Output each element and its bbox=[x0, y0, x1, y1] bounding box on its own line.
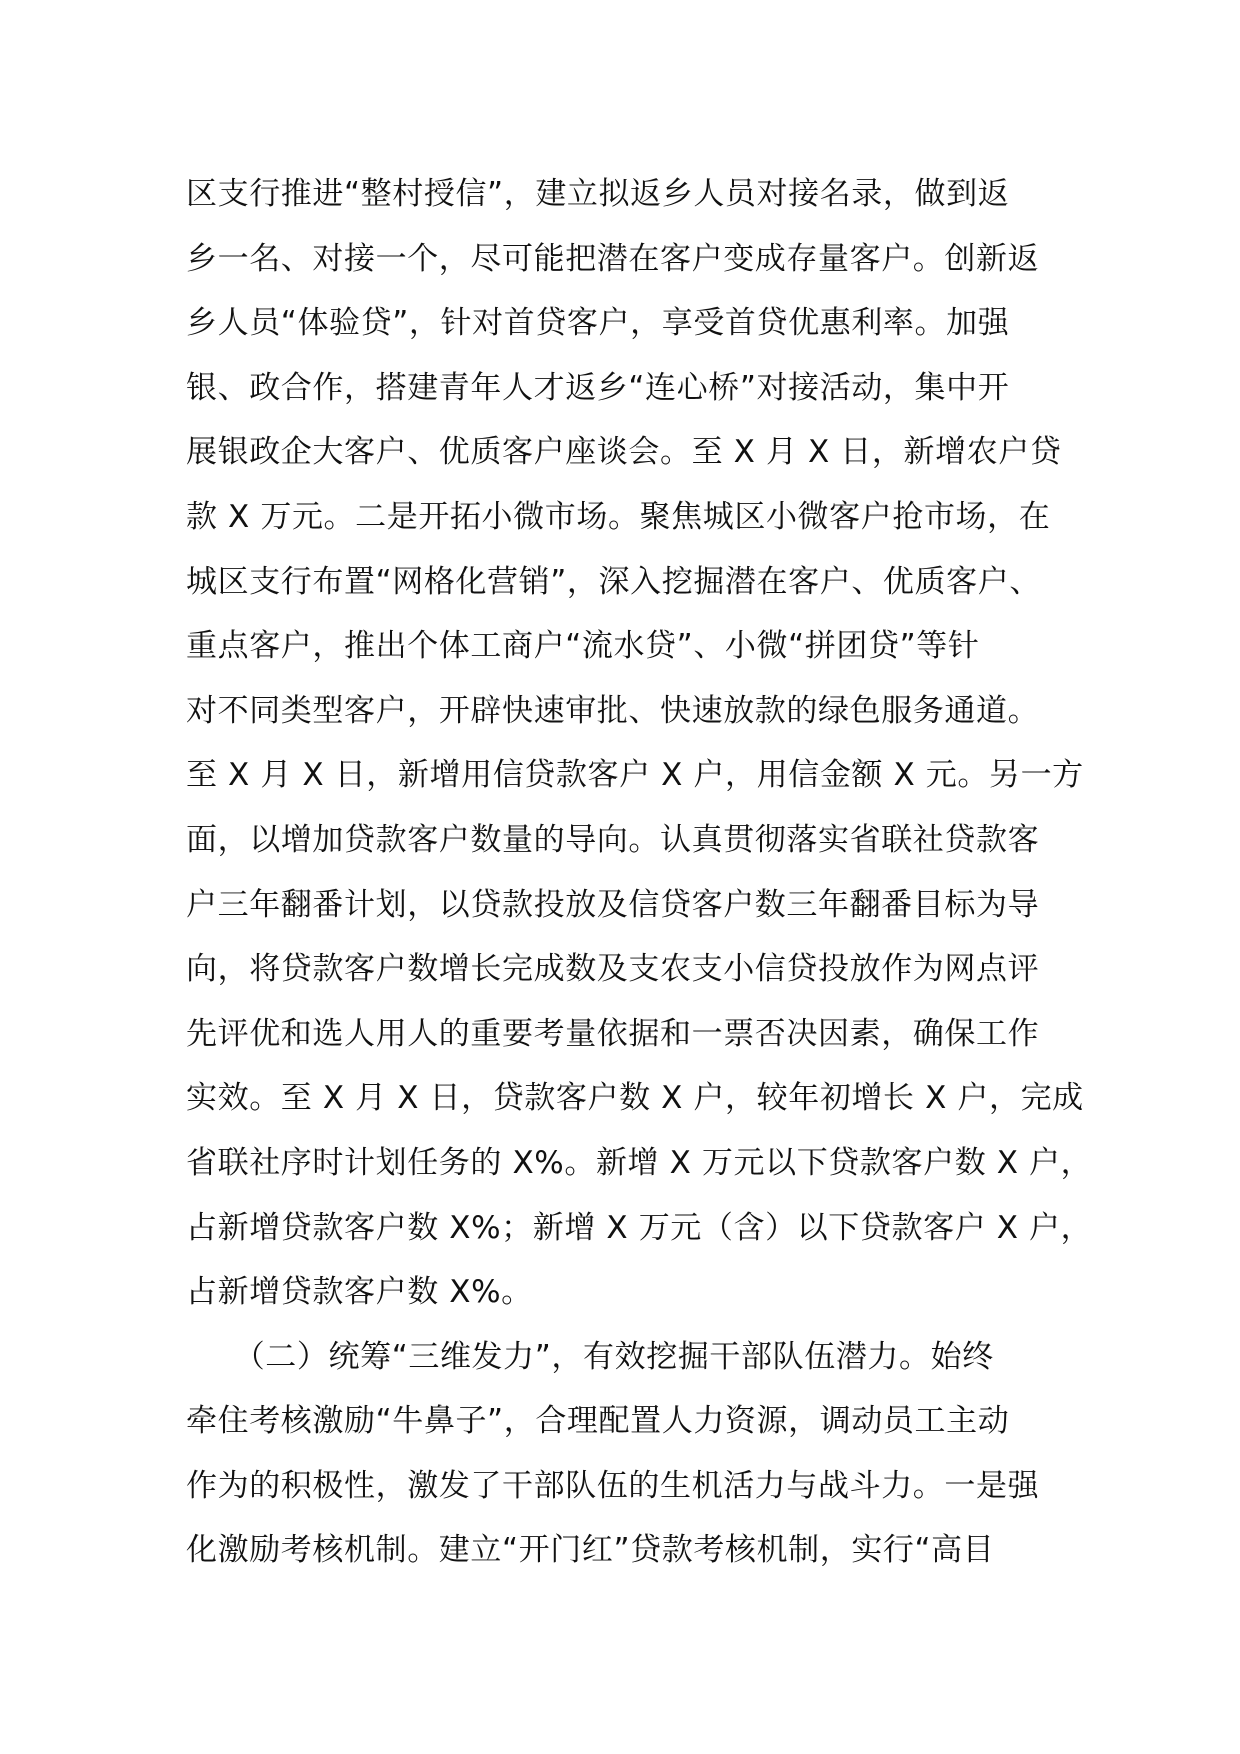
text-line: 省联社序时计划任务的 X%。新增 X 万元以下贷款客户数 X 户， bbox=[186, 1144, 1093, 1181]
text-line: 先评优和选人用人的重要考量依据和一票否决因素，确保工作 bbox=[186, 1015, 1040, 1052]
text-line: 面，以增加贷款客户数量的导向。认真贯彻落实省联社贷款客 bbox=[186, 821, 1040, 858]
section-heading-line: （二）统筹“三维发力”，有效挖掘干部队伍潜力。始终 bbox=[186, 1338, 994, 1375]
text-line: 乡一名、对接一个，尽可能把潜在客户变成存量客户。创新返 bbox=[186, 240, 1040, 277]
text-line: 实效。至 X 月 X 日，贷款客户数 X 户，较年初增长 X 户，完成 bbox=[186, 1080, 1084, 1117]
text-line: 银、政合作，搭建青年人才返乡“连心桥”对接活动，集中开 bbox=[186, 369, 1010, 406]
text-line: 牵住考核激励“牛鼻子”，合理配置人力资源，调动员工主动 bbox=[186, 1403, 1010, 1440]
body-text bbox=[186, 162, 1093, 1583]
text-line: 化激励考核机制。建立“开门红”贷款考核机制，实行“高目 bbox=[186, 1532, 995, 1569]
text-line: 户三年翻番计划，以贷款投放及信贷客户数三年翻番目标为导 bbox=[186, 886, 1040, 923]
text-line: 展银政企大客户、优质客户座谈会。至 X 月 X 日，新增农户贷 bbox=[186, 434, 1062, 471]
text-line: 城区支行布置“网格化营销”，深入挖掘潜在客户、优质客户、 bbox=[186, 563, 1041, 600]
text-line: 款 X 万元。二是开拓小微市场。聚焦城区小微客户抢市场，在 bbox=[186, 498, 1051, 535]
text-line: 对不同类型客户，开辟快速审批、快速放款的绿色服务通道。 bbox=[186, 692, 1040, 729]
text-line: 向，将贷款客户数增长完成数及支农支小信贷投放作为网点评 bbox=[186, 951, 1040, 988]
text-line: 占新增贷款客户数 X%；新增 X 万元（含）以下贷款客户 X 户， bbox=[186, 1209, 1093, 1246]
text-line: 至 X 月 X 日，新增用信贷款客户 X 户，用信金额 X 元。另一方 bbox=[186, 757, 1084, 794]
text-line: 乡人员“体验贷”，针对首贷客户，享受首贷优惠利率。加强 bbox=[186, 305, 1010, 342]
text-line: 占新增贷款客户数 X%。 bbox=[186, 1274, 533, 1311]
text-line: 区支行推进“整村授信”，建立拟返乡人员对接名录，做到返 bbox=[186, 176, 1010, 212]
text-line: 重点客户，推出个体工商户“流水贷”、小微“拼团贷”等针 bbox=[186, 628, 980, 665]
text-line: 作为的积极性，激发了干部队伍的生机活力与战斗力。一是强 bbox=[186, 1467, 1040, 1504]
